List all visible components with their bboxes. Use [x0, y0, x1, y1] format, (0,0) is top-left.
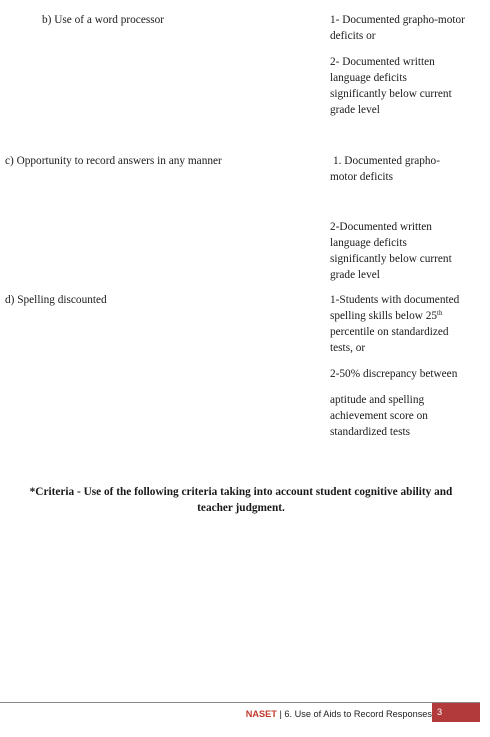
page-number: 3	[437, 707, 443, 717]
footer-separator: |	[276, 709, 285, 719]
item-c-criteria-2: 2-Documented written language deficits significantly below current grade level	[330, 221, 452, 281]
item-d-criteria-3: aptitude and spelling achievement score on standardized tests	[330, 394, 428, 438]
criteria-note: *Criteria - Use of the following criteria taking into account student cognitive ability and teacher judgment.	[29, 486, 453, 514]
item-d-label: d) Spelling discounted	[5, 294, 107, 306]
item-d-criteria-2: 2-50% discrepancy between	[330, 368, 458, 380]
item-b-label: b) Use of a word processor	[42, 14, 165, 26]
footer-section-title: 6. Use of Aids to Record Responses	[284, 709, 432, 719]
item-d-criteria-1: 1-Students with documented spelling skills below 25th percentile on standardized tests, or	[330, 294, 460, 354]
item-c-criteria-1: 1. Documented grapho- motor deficits	[330, 155, 440, 183]
item-b-criteria-2: 2- Documented written language deficits significantly below current grade level	[330, 56, 452, 116]
page-number-box	[432, 703, 480, 722]
page-footer	[246, 706, 432, 722]
item-c-label: c) Opportunity to record answers in any manner	[5, 155, 222, 167]
footer-brand: NASET	[245, 709, 277, 719]
item-b-criteria-1: 1- Documented grapho-motor deficits or	[330, 14, 465, 42]
footer-divider	[0, 702, 480, 703]
